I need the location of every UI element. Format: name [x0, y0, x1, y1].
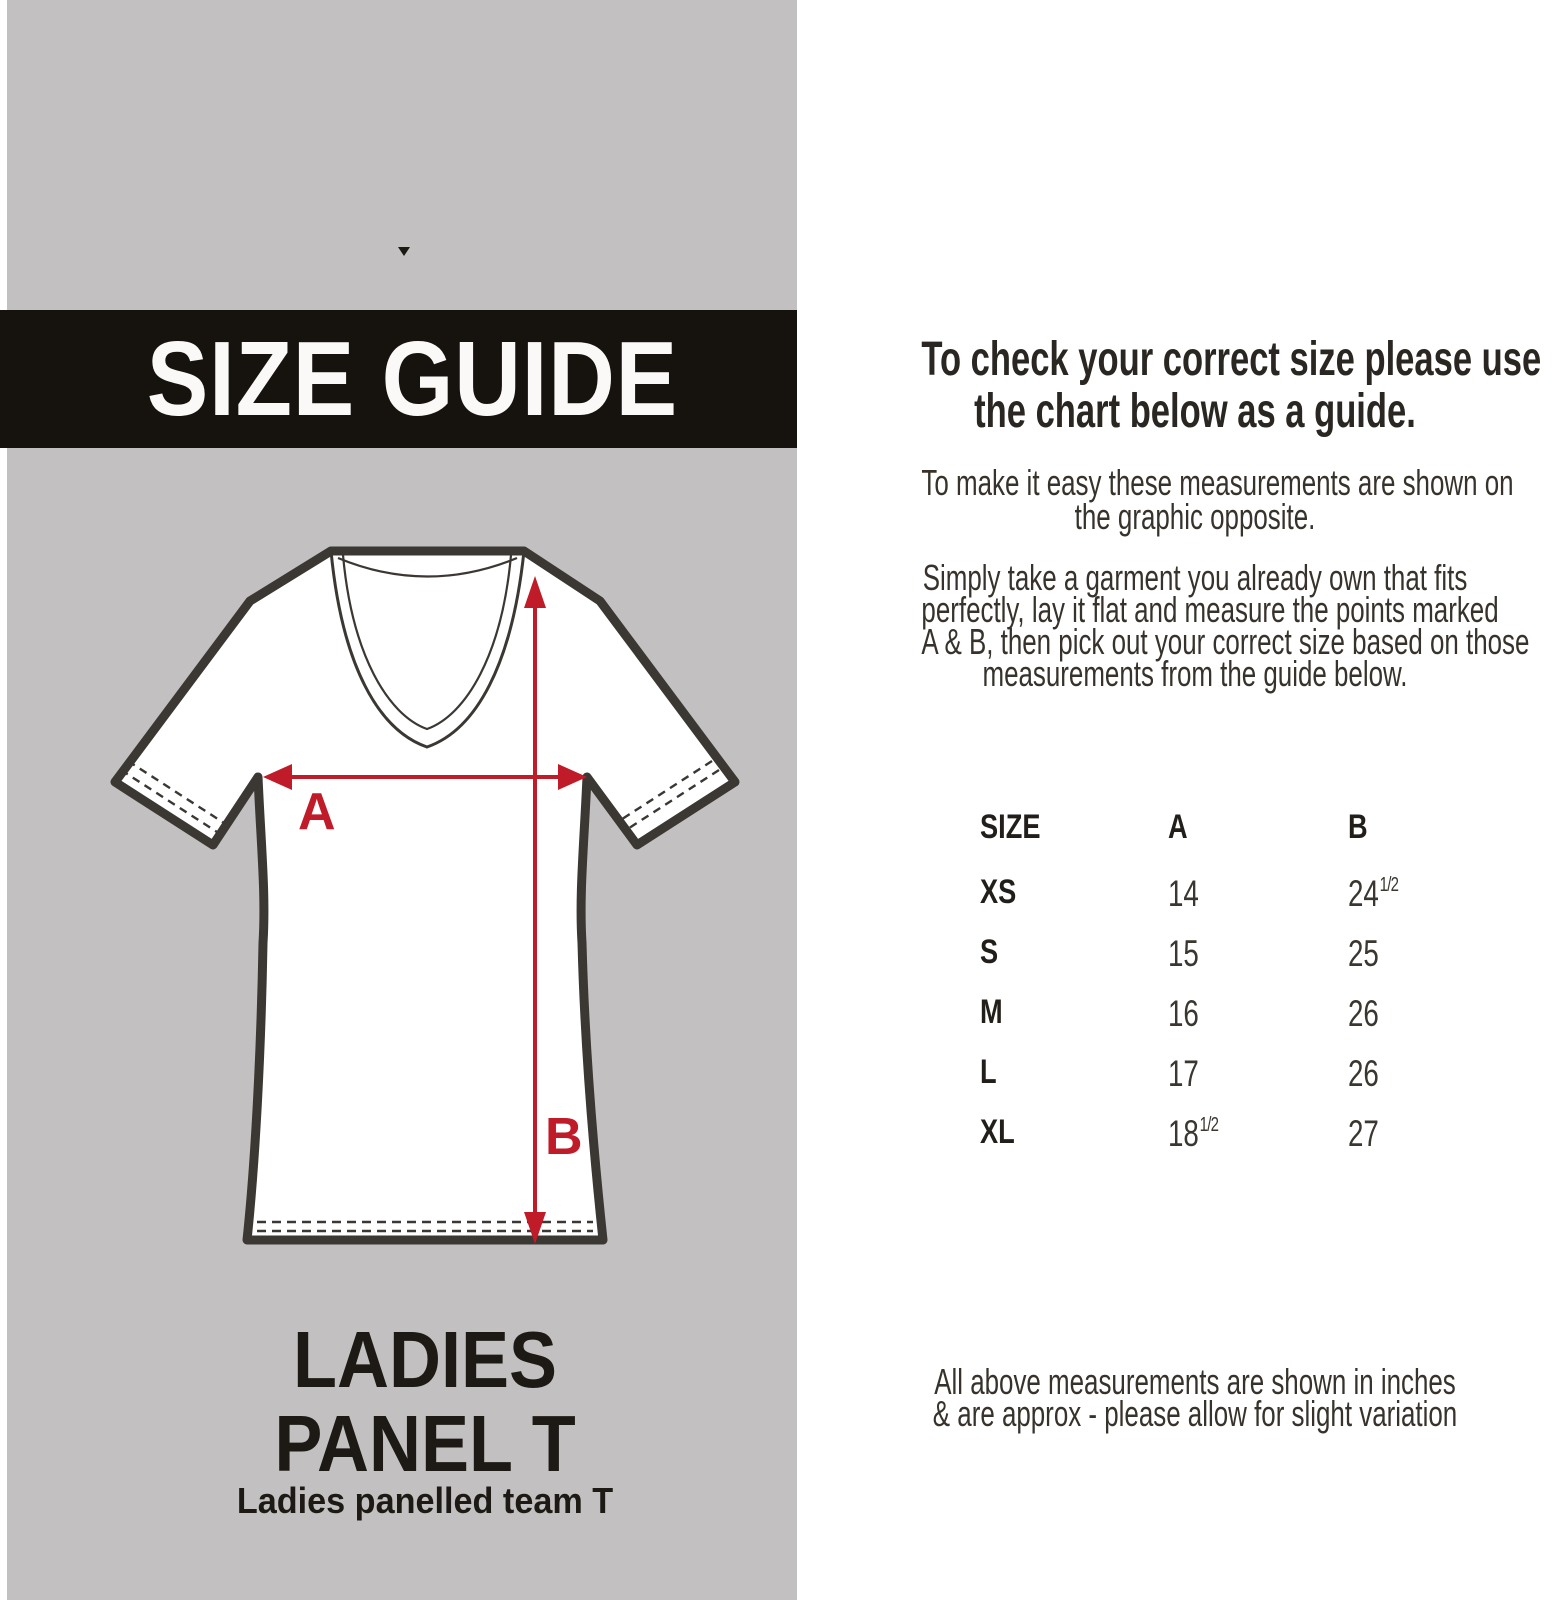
value-a: 15 [1168, 933, 1199, 974]
product-title-block [30, 1315, 820, 1522]
size-label: S [980, 933, 999, 971]
col-header-size: SIZE [980, 808, 1041, 846]
size-guide-banner [0, 310, 797, 448]
value-b: 26 [1348, 993, 1379, 1034]
heading-line2: the chart below as a guide. [974, 385, 1416, 438]
col-header-b: B [1348, 808, 1368, 846]
footnote [815, 1361, 1565, 1434]
small-down-arrow-mark [398, 247, 410, 256]
table-row-xs [980, 873, 1410, 913]
table-header-row [980, 808, 1410, 848]
measure-b-label: B [545, 1108, 583, 1166]
table-row-s [980, 933, 1410, 973]
intro-paragraph [815, 462, 1565, 537]
tshirt-outline [115, 551, 735, 1240]
product-title-line2: PANEL T [274, 1399, 576, 1488]
measure-a-label: A [298, 783, 336, 841]
product-title-line1: LADIES [292, 1315, 558, 1404]
banner-title: SIZE GUIDE [146, 319, 679, 438]
table-row-xl [980, 1113, 1410, 1153]
value-b: $24^{1/2}$ [1348, 873, 1399, 914]
table-row-l [980, 1053, 1410, 1093]
instructions-paragraph [815, 557, 1565, 694]
col-header-a: A [1168, 808, 1188, 846]
value-b: 26 [1348, 1053, 1379, 1094]
right-heading [815, 334, 1565, 438]
footnote-line2: & are approx - please allow for slight variation [932, 1393, 1458, 1434]
value-a: 17 [1168, 1053, 1199, 1094]
tshirt-diagram [95, 515, 745, 1260]
right-column [815, 0, 1565, 1600]
size-label: M [980, 993, 1003, 1031]
value-a: 16 [1168, 993, 1199, 1034]
intro-line2: the graphic opposite. [1074, 496, 1316, 537]
footnote-line1: All above measurements are shown in inches [934, 1361, 1456, 1402]
size-label: L [980, 1053, 997, 1091]
size-table [980, 808, 1410, 1168]
value-a: $18^{1/2}$ [1168, 1113, 1219, 1154]
table-row-m [980, 993, 1410, 1033]
product-subtitle: Ladies panelled team T [236, 1480, 614, 1521]
heading-line1: To check your correct size please use [921, 333, 1542, 386]
value-b: 27 [1348, 1113, 1379, 1154]
size-label: XS [980, 873, 1017, 911]
instructions-line2: perfectly, lay it flat and measure the points marked [921, 589, 1499, 630]
size-label: XL [980, 1113, 1015, 1151]
instructions-line4: measurements from the guide below. [982, 653, 1408, 694]
value-b: 25 [1348, 933, 1379, 974]
intro-line1: To make it easy these measurements are shown on [921, 462, 1514, 503]
instructions-line3: A & B, then pick out your correct size based on those [921, 621, 1530, 662]
instructions-line1: Simply take a garment you already own that fits [922, 557, 1468, 598]
value-a: 14 [1168, 873, 1199, 914]
